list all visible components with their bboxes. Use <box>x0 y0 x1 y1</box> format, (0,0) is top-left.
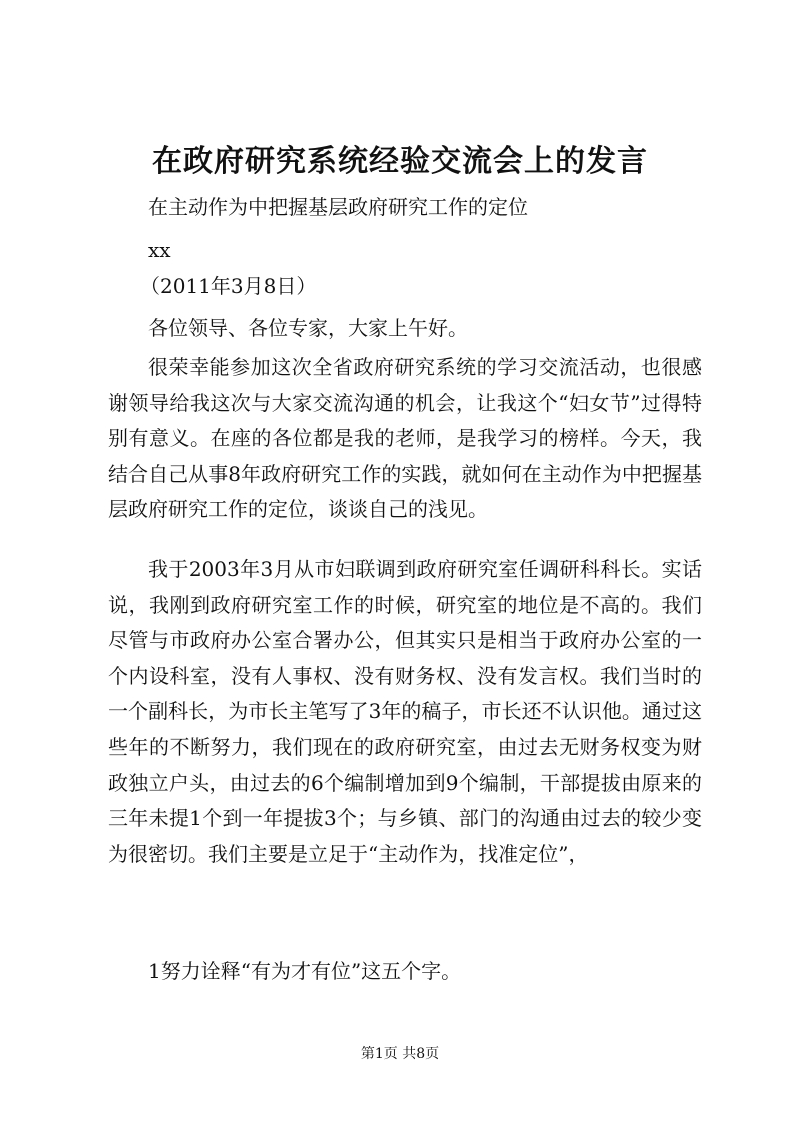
speech-date: （2011年3月8日） <box>140 274 317 298</box>
paragraph-background: 我于2003年3月从市妇联调到政府研究室任调研科科长。实话说，我刚到政府研究室工作的时候，研究室的地位是不高的。我们尽管与市政府办公室合署办公，但其实只是相当于政府办公室的一个内设科室，没有人事权、没有财务权、没有发言权。我们当时的一个副科长，为市长主笔写了3年的稿子，市长还不认识他。通过这些年的不断努力，我们现在的政府研究室，由过去无财务权变为财政独立户头，由过去的6个编制增加到9个编制，干部提拔由原来的三年未提1个到一年提拔3个；与乡镇、部门的沟通由过去的较少变为很密切。我们主要是立足于“主动作为，找准定位”， <box>108 557 702 866</box>
document-title: 在政府研究系统经验交流会上的发言 <box>152 144 648 179</box>
page-number-footer: 第1页 共8页 <box>360 1046 440 1062</box>
greeting-line: 各位领导、各位专家，大家上午好。 <box>148 316 468 340</box>
paragraph-intro: 很荣幸能参加这次全省政府研究系统的学习交流活动，也很感谢领导给我这次与大家交流沟通的机会，让我这个“妇女节”过得特别有意义。在座的各位都是我的老师，是我学习的榜样。今天，我结合自己从事8年政府研究工作的实践，就如何在主动作为中把握基层政府研究工作的定位，谈谈自己的浅见。 <box>108 355 702 522</box>
section-heading: 1努力诠释“有为才有位”这五个字。 <box>148 959 462 983</box>
document-subtitle: 在主动作为中把握基层政府研究工作的定位 <box>148 195 528 219</box>
author-name: xx <box>148 238 171 262</box>
